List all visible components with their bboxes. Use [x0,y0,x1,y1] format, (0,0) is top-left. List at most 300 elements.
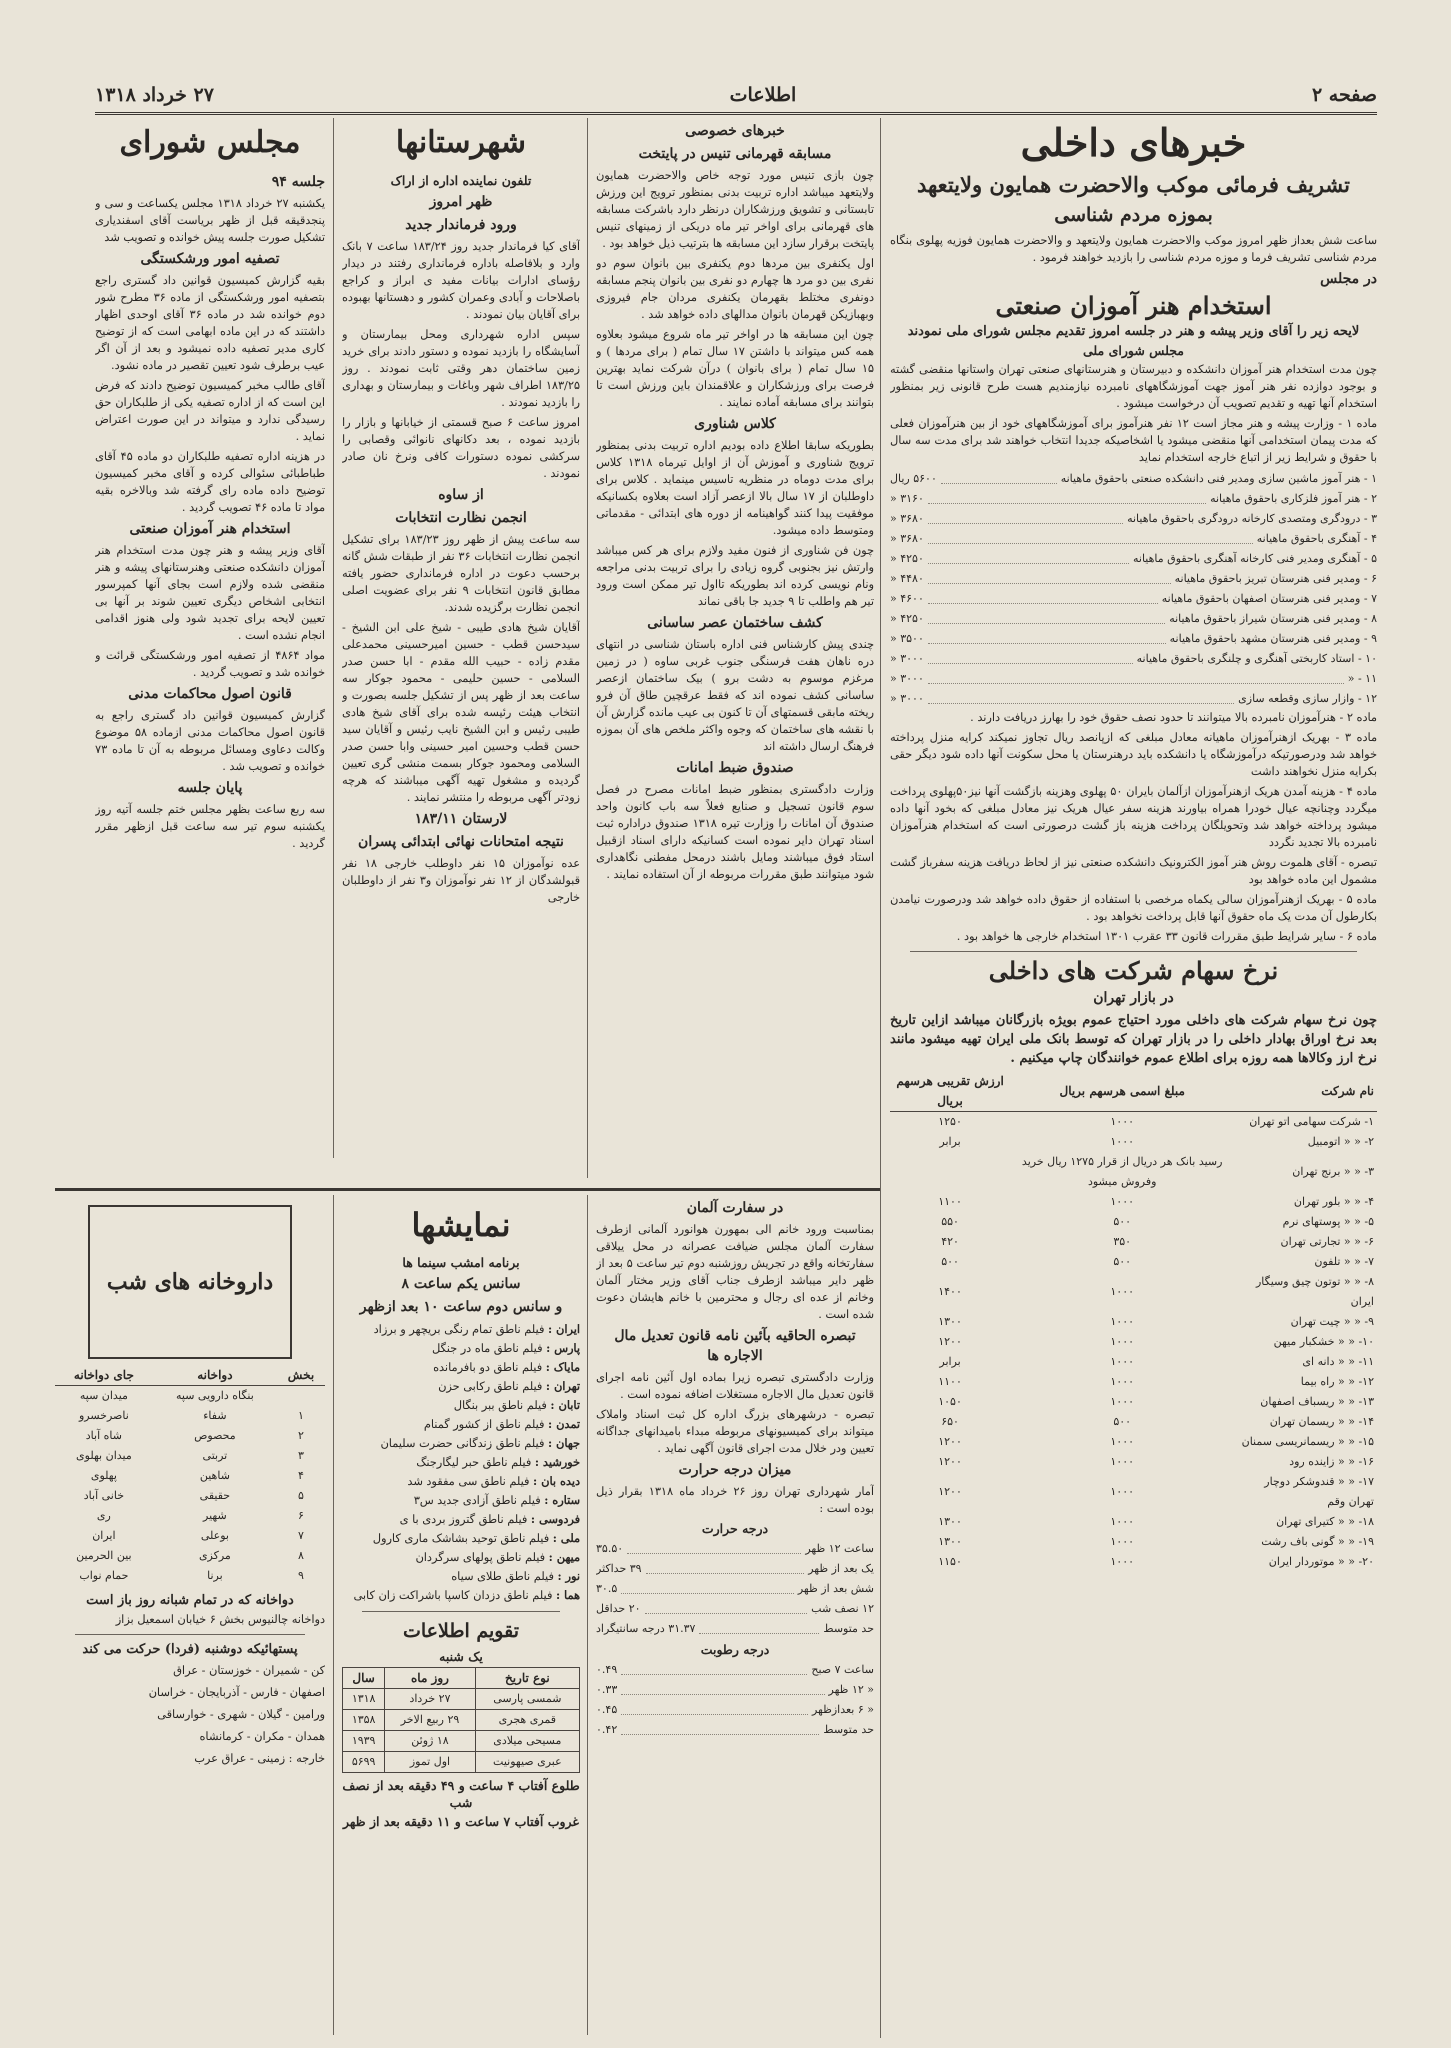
table-row [55,1426,325,1446]
note: تبصره - آقای هلموت روش هنر آموز الکترونیک دانشکده صنعتی نیز از لحاظ دریافت هزینه سفرباز گشت مشمول این ماده خواهد بود [890,856,1377,886]
salary-row [890,689,1377,709]
election-text-1: سه ساعت پیش از ظهر روز ۱۸۳/۲۳ برای تشکیل انجمن نظارت انتخابات ۳۶ نفر از طبقات شش گانه برحسب دعوت در اداره فرمانداری حضور یافته مطابق قانون انتخابات ۹ نفر برای عضویت اصلی انجمن نظارت برگزیده شدند. [342,533,580,614]
temperature-intro: آمار شهرداری تهران روز ۲۶ خرداد ماه ۱۳۱۸ بقرار ذیل بوده است : [596,1485,874,1515]
salary-list [890,469,1377,709]
table-row [890,1372,1377,1392]
pharmacy-location: پهلوی [90,1469,117,1482]
table-row [343,1752,580,1773]
pharmacy-table [55,1365,325,1586]
provinces-heading: شهرستانها [395,125,527,160]
pharmacy-name: تربتی [202,1449,228,1462]
temperature-row-value: ۳۵.۵۰ [596,1542,624,1555]
temperature-row-label: یک بعد از ظهر [808,1562,874,1575]
column-rule [333,1195,334,2035]
cinema-name: نور : [557,1569,580,1583]
film-title: فیلم ناطق دو بافرمانده [433,1361,546,1374]
civil-procedure-heading: قانون اصول محاکمات مدنی [128,686,292,702]
cinema-name: ایران : [547,1322,580,1336]
stock-name: ۱۷- « « قندوشکر دوچار تهران وقم [1264,1475,1374,1508]
tennis-text-3: چون این مسابقه ها در اواخر تیر ماه شروع میشود بعلاوه همه کس میتواند با داشتن ۱۷ سال تمام ( برای مردها ) و ۱۵ سال تمام ( برای بانوان ) درآن شرکت نماید بهترین فرصت برای ورزشکاران و علاقمندان باین ورزش است تا بتوانند برای مسابقه آماده نمایند . [596,328,874,409]
list-item [342,1320,580,1339]
stocks-intro: چون نرخ سهام شرکت های داخلی مورد احتیاج عموم بویژه بازرگانان میباشد ازاین تاریخ بعد نرخ اوراق بهادار داخلی را در بازار تهران که توسط بانک ملی ایران تهیه میشود مانند نرخ ارز وکالاها همه روزه برای اطلاع عموم خوانندگان چاپ میکنیم . [890,1013,1377,1066]
cinema-name: ستاره : [544,1493,580,1507]
salary-value: ۳۰۰۰ « [890,672,924,685]
table-row [890,1272,1377,1312]
dot-leader [928,489,1206,504]
table-row [890,1412,1377,1432]
pharmacy-district: ۴ [298,1469,304,1482]
table-row [890,1352,1377,1372]
pharmacy-location: ری [96,1509,111,1522]
table-row [890,1112,1377,1133]
dot-leader [928,629,1166,644]
film-title: فیلم ناطق سی مفقود شد [407,1475,534,1488]
stock-price: برابر [939,1355,961,1368]
column-rule [333,118,334,1158]
humidity-row-label: حد متوسط [823,1723,874,1736]
list-item [342,1377,580,1396]
salary-row [890,549,1377,569]
humidity-row-label: « ۶ بعدازظهر [811,1703,874,1716]
dot-leader [645,1599,808,1614]
sunrise: طلوع آفتاب ۴ ساعت و ۴۹ دقیقه بعد از نصف شب [342,1778,580,1810]
temperature-row-value: ۲۰ حداقل [596,1602,641,1615]
salary-item: ۸ - ومدیر فنی هنرستان شیراز باحقوق ماهیانه [1169,612,1377,625]
issue-date: ۲۷ خرداد ۱۳۱۸ [95,84,214,106]
pharmacy-name: برنا [207,1569,223,1582]
table-row [55,1466,325,1486]
salary-row [890,629,1377,649]
pharmacy-district: ۹ [298,1569,304,1582]
stock-nominal: ۱۰۰۰ [1110,1195,1135,1208]
temperature-row-value: ۳۱.۳۷ درجه سانتیگراد [596,1622,696,1635]
stock-name: ۴- « « بلور تهران [1293,1195,1374,1208]
stock-name: ۱- شرکت سهامی اتو تهران [1249,1115,1374,1128]
table-row [343,1710,580,1731]
calendar-heading: تقویم اطلاعات [402,1620,519,1642]
stocks-table [890,1071,1377,1572]
stock-price: ۱۲۰۰ [938,1455,962,1468]
visit-text: ساعت شش بعداز ظهر امروز موکب والاحضرت همایون ولایتعهد و والاحضرت همایون فوزیه پهلوی بنگاه مردم شناسی تشریف فرما و موزه مردم شناسی را بازدید خواهند فرمود . [890,234,1377,264]
humidity-row [596,1700,874,1720]
stock-nominal: ۱۰۰۰ [1110,1315,1135,1328]
salary-row [890,669,1377,689]
domestic-news-column [890,118,1377,2043]
salary-value: ۳۶۸۰ « [890,532,924,545]
pharmacy-location: بین الحرمین [76,1549,132,1562]
stock-price: ۱۳۰۰ [938,1315,962,1328]
private-news-column [596,118,874,1183]
column-rule [587,118,588,1178]
stock-nominal: ۱۰۰۰ [1110,1135,1135,1148]
humidity-row-value: ۰.۴۵ [596,1703,618,1716]
dot-leader [646,1559,805,1574]
calendar-year: ۱۳۱۸ [343,1689,385,1710]
dot-leader [928,649,1133,664]
film-title: فیلم ناطق طلای سیاه [451,1570,558,1583]
calendar-day-month: اول تموز [385,1752,475,1773]
pharmacy-location: شاه آباد [85,1429,122,1442]
salary-item: ۵ - آهنگری ومدیر فنی کارخانه آهنگری باحقوق ماهیانه [1132,552,1377,565]
larestan-heading: لارستان ۱۸۳/۱۱ [414,811,508,827]
stock-nominal: ۱۰۰۰ [1110,1375,1135,1388]
article-3: ماده ۳ - بهریک ازهنرآموزان ماهیانه معادل مبلغی که ازپانصد ریال تجاوز نمیکند کرایه منزل پرداخته خواهد شد ودرصورتیکه درآموزشگاه یا دانشکده باید درهنرستان یا محل سکونت آنها داده شود دیگر حقی بکرایه منزل نخواهند داشت [890,731,1377,778]
pharmacy-district [277,1386,325,1407]
tennis-heading: مسابقه قهرمانی تنیس در پایتخت [638,146,832,162]
cinema-name: فردوسی : [530,1512,580,1526]
table-row [890,1192,1377,1212]
table-row [890,1152,1377,1192]
table-row [890,1212,1377,1232]
film-title: فیلم ناطق رکابی حزن [438,1380,546,1393]
governor-text-2: سپس اداره شهرداری ومحل بیمارستان و آسایشگاه را بازدید نموده و دستور دادند برای خرید زمین ساختمان دهر وقتی ثابت نمودند . روز ۱۸۳/۲۵ اطراف شهر وباغات و بیمارستان و بهداری را بازدید نمودند . [342,328,580,409]
salary-item: ۱ - هنر آموز ماشین سازی ومدیر فنی دانشکده صنعتی باحقوق ماهیانه [1060,472,1377,485]
pharmacy-district: ۱ [298,1409,304,1422]
salary-value: ۳۰۰۰ « [890,652,924,665]
dot-leader [621,1720,819,1735]
humidity-row [596,1660,874,1680]
list-item [342,1434,580,1453]
list-item [342,1529,580,1548]
session-text: یکشنبه ۲۷ خرداد ۱۳۱۸ مجلس یکساعت و سی و پنجدقیقه قبل از ظهر بریاست آقای اسفندیاری تشکیل صورت جلسه پیش خوانده و تصویب شد [95,197,325,244]
stock-price: ۱۳۰۰ [938,1535,962,1548]
pharmacy-logo-text: داروخانه های شب [106,1268,274,1295]
pharmacy-logo [88,1205,292,1359]
film-title: فیلم ناطق زندگانی حضرت سلیمان [380,1437,548,1450]
stock-nominal: ۱۰۰۰ [1110,1285,1135,1298]
embassy-heading: در سفارت آلمان [686,1200,784,1216]
session-number: جلسه ۹۴ [271,174,325,190]
industrial-hiring-heading: استخدام هنر آموزان صنعتی [129,521,291,537]
pharmacy-name: شهیر [203,1509,227,1522]
table-row [55,1406,325,1426]
salary-row [890,609,1377,629]
cinema-name: هما : [555,1588,580,1602]
list-item [342,1339,580,1358]
stock-nominal: ۱۰۰۰ [1110,1355,1135,1368]
calendar-year: ۱۳۵۸ [343,1710,385,1731]
shows-sub-1: برنامه امشب سینما ها [402,1255,520,1270]
temperature-row [596,1559,874,1579]
bankruptcy-heading: تصفیه امور ورشکستگی [140,251,280,267]
pharmacy-name: شاهین [199,1469,230,1482]
articles-approved: مواد ۴۸۶۴ از تصفیه امور ورشکستگی قرائت و خوانده شد و تصویب گردید . [95,649,325,679]
calendar-day-month: ۱۸ ژوئن [385,1731,475,1752]
tennis-text-2: اول یکنفری بین مردها دوم یکنفری بین بانوان سوم دو نفری بین دو مرد ها چهارم دو نفری بین بانوان پنجم مسابقه دونفری مختلط بقهرمان یکنفری مردان جام فیروزی وبهبازیکن قهرمان بانوان مدالهای داده خواهد شد . [596,257,874,321]
dot-leader [621,1700,808,1715]
stock-nominal: ۱۰۰۰ [1110,1395,1135,1408]
temperature-row-label: ساعت ۱۲ ظهر [805,1542,874,1555]
stock-price: ۶۵۰ [941,1415,959,1428]
divider [362,1611,560,1612]
pharmacy-column [55,1205,325,2035]
deposits-heading: صندوق ضبط امانات [676,760,794,776]
film-title: فیلم ناطق حبر لیگارجنگ [416,1456,535,1469]
salary-item: ۶ - ومدیر فنی هنرستان تبریز باحقوق ماهیانه [1174,572,1377,585]
table-row [343,1731,580,1752]
pharmacy-district: ۷ [298,1529,304,1542]
pharmacy-district: ۵ [298,1489,304,1502]
table-row [55,1546,325,1566]
film-title: فیلم ناطق دزدان کاسپا باشراکت زان کابی [353,1589,556,1602]
pharmacy-district: ۳ [298,1449,304,1462]
pharmacy-location: ایران [92,1529,116,1542]
cinema-name: ملی : [552,1531,580,1545]
table-row [890,1312,1377,1332]
calendar-type: شمسی پارسی [475,1689,579,1710]
temperature-row-label: شش بعد از ظهر [797,1582,874,1595]
film-title: فیلم ناطق ماه در جنگل [431,1342,547,1355]
list-item: کن - شمیران - خوزستان - عراق [173,1664,325,1677]
stock-name: ۱۸- « « کتیرای تهران [1276,1515,1374,1528]
film-title: فیلم ناطق گتروز بردی با ی [399,1513,531,1526]
deposits-text: وزارت دادگستری بمنظور ضبط امانات مصرح در فصل سوم قانون تسجیل و صنایع فعلاً سه باب کانون واحد صندوق آن امانات را وزارت تیره ۱۳۱۸ صندوق دراداره ثبت اسناد تهران دایر نموده است کسانیکه دارای اسناد ازقبیل استاد فوق میباشند ومایل باشند درمحل مفطنی نگاهداری شود میتوانند طبق مقررات مربوطه از آن استفاده نمایند . [596,783,874,881]
pharmacy-column-header: جای دواخانه [55,1365,153,1386]
article-1: ماده ۱ - وزارت پیشه و هنر مجاز است ۱۲ نفر هنرآموز برای آموزشگاههای خود از بین هنرآموزان فعلی که مدت پیمان استخدامی آنها منقضی میشود یا اشخاصیکه جدیدا انتخاب خواهند شد برای مدت سه سال با حقوق و شرایط زیر از اتباع خارجه استخدام نماید [890,417,1377,464]
governor-text-1: آقای کیا فرماندار جدید روز ۱۸۳/۲۴ ساعت ۷ بانک وارد و بلافاصله باداره فرمانداری رفتند در دیدار رؤسای ادارات بیانات مفید ی ابراز و کراجع باصلاحات و آبادی وعمران کشور و دهستانها بهبوده برای آقایان بیان نمودند . [342,240,580,321]
sassanid-heading: کشف ساختمان عصر ساسانی [647,615,823,631]
saveh-heading: از ساوه [438,487,484,503]
humidity-row-value: ۰.۴۲ [596,1723,618,1736]
list-item: ورامین - گیلان - شهری - خوارساقی [157,1708,325,1721]
temperature-row [596,1619,874,1639]
cinema-name: تهران : [545,1379,580,1393]
salary-row [890,509,1377,529]
article-5: ماده ۵ - بهریک ازهنرآموزان سالی یکماه مرخصی با استفاده از حقوق داده خواهد شد ودرصورت نیامدن بکارطول آن مدت یک ماه حقوق آنها قابل پرداخت نخواهد بود . [890,893,1377,923]
election-heading: انجمن نظارت انتخابات [395,510,527,526]
governor-heading-2: ورود فرماندار جدید [405,217,517,233]
stock-nominal: ۵۰۰ [1113,1215,1132,1228]
post-list [55,1660,325,1770]
list-item: اصفهان - فارس - آذربایجان - خراسان [148,1686,325,1699]
pharmacy-location: خانی آباد [83,1489,125,1502]
pharmacy-name: حقیقی [199,1489,231,1502]
allday-heading: دواخانه که در تمام شبانه روز باز است [86,1593,294,1608]
table-row [890,1472,1377,1512]
dot-leader [928,669,1344,684]
pharmacy-district: ۶ [298,1509,304,1522]
humidity-row-label: ساعت ۷ صبح [811,1663,874,1676]
private-news-column-lower [596,1195,874,2035]
stock-name: ۱۹- « « گونی باف رشت [1261,1535,1374,1548]
salary-row [890,469,1377,489]
pharmacy-name: شفاء [203,1409,227,1422]
table-row [890,1252,1377,1272]
paper-name: اطلاعات [729,84,797,106]
dot-leader [621,1579,794,1594]
divider [75,1634,305,1635]
temperature-row-label: ۱۲ نصف شب [811,1602,874,1615]
dot-leader [699,1619,819,1634]
salary-item: ۱۲ - وازار سازی وقطعه سازی [1238,692,1377,705]
shows-sub-3: و سانس دوم ساعت ۱۰ بعد ازظهر [359,1299,563,1315]
cinema-name: میهن : [548,1550,580,1564]
stock-name: ۳- « « برنج تهران [1292,1165,1374,1178]
humidity-row-value: ۰.۴۹ [596,1663,618,1676]
salary-item: ۱۱ - « [1347,672,1377,685]
stock-price: ۱۰۵۰ [938,1395,962,1408]
table-row [890,1232,1377,1252]
dot-leader [928,589,1158,604]
stock-nominal: ۱۰۰۰ [1110,1115,1135,1128]
calendar-type: قمری هجری [475,1710,579,1731]
private-news-heading: خبرهای خصوصی [685,123,785,139]
stock-name: ۷- « « تلفون [1314,1255,1374,1268]
stock-nominal: ۵۰۰ [1113,1415,1132,1428]
salary-row [890,589,1377,609]
exam-heading: نتیجه امتحانات نهائی ابتدائی پسران [358,834,564,850]
stocks-col-nominal: مبلغ اسمی هرسهم بریال [1010,1071,1234,1112]
table-row [890,1512,1377,1532]
humidity-row-label: « ۱۲ ظهر [828,1683,874,1696]
stock-nominal: رسید بانک هر دریال از قرار ۱۲۷۵ ریال خرید وفروش میشود [1021,1155,1223,1188]
stock-name: ۱۶- « « زاینده رود [1289,1455,1374,1468]
headline-visit: تشریف فرمائی موکب والاحضرت همایون ولایتعهد [916,172,1350,197]
temperature-row [596,1579,874,1599]
swimming-heading: کلاس شناوری [694,416,776,432]
provinces-column [342,118,580,1168]
governor-heading: ظهر امروز [429,194,493,210]
cinema-name: تمدن : [547,1417,580,1431]
pharmacy-column-header: بخش [277,1365,325,1386]
temperature-row [596,1599,874,1619]
stock-name: ۹- « « چیت تهران [1290,1315,1374,1328]
cinema-list [342,1320,580,1605]
stock-price: ۱۲۰۰ [938,1335,962,1348]
majlis-title: مجلس شورای ملی [1082,343,1185,358]
stock-name: ۱۳- « « ریسباف اصفهان [1260,1395,1374,1408]
embassy-text: بمناسبت ورود خانم الی بمهورن هوانورد آلمانی ازطرف سفارت آلمان مجلس ضیافت عصرانه در محل ییلاقی سفارتخانه واقع در تجریش روزشنبه دوم تیر ساعت ۵ بعد از ظهر دایر میباشد ازطرف جناب آقای وزیر مختار آلمان وخانم از عده ای رجال و محترمین با خانم هایشان دعوت شده است . [596,1223,874,1321]
cinema-name: تابان : [550,1398,580,1412]
sunset: غروب آفتاب ۷ ساعت و ۱۱ دقیقه بعد از ظهر [343,1814,579,1829]
swimming-text-1: بطوریکه سابقا اطلاع داده بودیم اداره تربیت بدنی بمنظور ترویج شناوری و آموزش آن از اوایل تیرماه ۱۳۱۸ کلاس برای مدت دوماه در منظریه تاسیس مینماید . کلاس برای داوطلبان از ۱۷ سال بالا ازعصر آزاد است بعلاوه بکسانیکه موفقیت پیدا کنند گواهینامه از دوره های ابتدائی - مقدماتی ومتوسط داده میشود. [596,439,874,537]
table-row [890,1552,1377,1572]
film-title: فیلم ناطق از کشور گمنام [423,1418,548,1431]
film-title: فیلم ناطق آزادی جدید س۳ [413,1494,545,1507]
list-item [342,1510,580,1529]
table-row [55,1566,325,1586]
pharmacy-location: میدان بهلوی [76,1449,132,1462]
stock-nominal: ۵۰۰ [1113,1255,1132,1268]
humidity-list [596,1660,874,1740]
film-title: فیلم ناطق ببر بنگال [453,1399,551,1412]
list-item [342,1358,580,1377]
cinema-name: جهان : [547,1436,580,1450]
pharmacy-location: حمام نواب [79,1569,129,1582]
majlis-label: در مجلس [1320,271,1377,287]
salary-value: ۴۲۵۰ « [890,612,924,625]
tennis-text-1: چون بازی تنیس مورد توجه خاص والاحضرت همایون ولایتعهد میباشد اداره تربیت بدنی بمنظور ترویج این ورزش تابستانی و تشویق ورزشکاران درنظر دارد باشرکت مسابقه های قهرمانی برای اواخر تیر ماه دریکی از زمینهای تنیس پایتخت برقرار سازد این مسابقه ها بترتیب ذیل خواهد بود . [596,169,874,250]
stock-nominal: ۱۰۰۰ [1110,1435,1135,1448]
salary-value: ۵۶۰۰ ریال [890,472,937,485]
stock-price: ۱۱۰۰ [938,1195,962,1208]
parliament-heading: مجلس شورای [119,125,301,160]
stock-price: ۱۳۰۰ [938,1515,962,1528]
humidity-title: درجه رطوبت [700,1642,770,1657]
humidity-row-value: ۰.۳۳ [596,1683,618,1696]
governor-text-3: امروز ساعت ۶ صبح قسمتی از خیابانها و بازار را بازدید نموده ، بعد دکانهای نانوائی وقصابی را سرکشی نموده دستورات کافی ونرخ نان صادر نمودند . [342,416,580,480]
election-text-2: آقایان شیخ هادی طیبی - شیخ علی ابن الشیخ - سیدحسن قطب - حسین امیرحسینی محمدعلی مقدم زاده - حبیب الله مقدم - ابا حسن صدر السلامی - حسین حلیمی - محمود جوکار سه ساعت بعد از ظهر پس از تشکیل جلسه بصورت و انتخاب هیئت رئیسه شده برای آقای شیخ هادی طیبی رئیس و ابن الشیخ نایب رئیس و آقایان سید حسن قطب وحسین امیر حسینی وابا حسن صدر السلامی ومحمود جوکار بسمت منشی گری تعیین گردیده و مشغول تهیه آگهی میباشند که هرچه زودتر آگهی مربوطه را منتشر نمایند . [342,621,580,804]
pharmacy-column-header: دواخانه [153,1365,277,1386]
cinema-name: پارس : [546,1341,580,1355]
parliament-column [95,118,325,1168]
hiring-intro: چون مدت استخدام هنر آموزان دانشکده و دبیرستان و هنرستانهای صنعتی تهران واستانها منقضی گشته و بوجود دوازده نفر هنر آموز جهت آموزشگاههای نامبرده نیازمندیم هست طرح قانونی زیر بمنظور استخدام آنها تهیه و تقدیم تصویب آن درخواست میشود . [890,363,1377,410]
stock-name: ۱۱- « « دانه ای [1302,1355,1374,1368]
headline-hiring: استخدام هنر آموزان صنعتی [995,291,1272,320]
salary-row [890,529,1377,549]
list-item [342,1453,580,1472]
session-end-text: سه ربع ساعت بظهر مجلس ختم جلسه آتیه روز یکشنبه سوم تیر سه ساعت قبل ازظهر مقرر گردید . [95,803,325,850]
stock-name: ۱۲- « « راه بیما [1300,1375,1374,1388]
temperature-row [596,1539,874,1559]
allday-text: دواخانه چالنیوس بخش ۶ خیابان اسمعیل بزاز [115,1613,325,1626]
salary-value: ۴۲۵۰ « [890,552,924,565]
pharmacy-district: ۲ [298,1429,304,1442]
calendar-year: ۵۶۹۹ [343,1752,385,1773]
dot-leader [928,609,1165,624]
column-rule [587,1195,588,2035]
stock-nominal: ۱۰۰۰ [1110,1335,1135,1348]
stock-name: ۱۴- « « ریسمان تهران [1269,1415,1374,1428]
bankruptcy-text-2: آقای طالب مخبر کمیسیون توضیح دادند که فرض این است که از اداره تصفیه یکی از طلبکاران حق رسیدگی ندارد و میتواند در این صورت اعتراض نماید . [95,379,325,443]
stock-price [890,1152,1010,1192]
calendar-day-month: ۲۷ خرداد [385,1689,475,1710]
pharmacy-name: مرکزی [198,1549,231,1562]
dot-leader [941,469,1057,484]
pharmacy-location: میدان سپه [79,1389,128,1402]
temperature-heading: میزان درجه حرارت [678,1462,792,1478]
humidity-row [596,1680,874,1700]
list-item [342,1396,580,1415]
table-row [890,1452,1377,1472]
salary-item: ۲ - هنر آموز فلزکاری باحقوق ماهیانه [1210,492,1377,505]
swimming-text-2: چون فن شناوری از فنون مفید ولازم برای هر کس میباشد وارتش نیز بجنوبی گروه زیادی را برای تربیت بدنی مراجعه ونام نویسی کرده اند بطوریکه تااول تیر ممکن است ورود تیر هم واطلب تا ۹ جدید جا باقی نماند [596,544,874,608]
bankruptcy-text-1: بقیه گزارش کمیسیون قوانین داد گستری راجع بتصفیه امور ورشکستگی از ماده ۳۶ مطرح شور دوم خوانده شد در ماده ۳۶ آقای اوحدی اظهار داشتند که در این ماده ابهامی است که از توضیح کاری مدیر تصفیه داده نمیشود و بعد از آن اگر عیب برطرف شود تعیین تقصیر در ماده نشود. [95,274,325,372]
list-item [342,1415,580,1434]
cinema-name: مایاک : [545,1360,580,1374]
dot-leader [621,1680,824,1695]
shows-heading: نمایشها [411,1206,511,1244]
shows-sub-2: سانس یکم ساعت ۸ [401,1276,521,1292]
masthead [95,78,1377,115]
rent-law-text-2: تبصره - درشهرهای بزرگ اداره کل ثبت اسناد واملاک میتواند برای کمیسیونهای مربوطه مبداء بامیدانهای جداگانه تعیین ودر خلال مدت اجرای قانون آگهی نماید . [596,1408,874,1455]
sassanid-text: چندی پیش کارشناس فنی اداره باستان شناسی در انتهای دره ناهان هفت فرسنگی جنوب غربی ساوه ( در زمین مرغزم موسوم به دشت برو ) بیک ساختمان ازعصر ساسانی کشف نموده اند که فقط عرقچین طاق آن فرو ریخته مابقی قسمتهای آن تا کنون بی عیب مانده گزارش آن با نقشه های ساختمان که وجوه واکثر ملخص های آن بموزه فرهنگ ارسال داشته اند [596,638,874,753]
stock-name: ۸- « « توتون چیق وسیگار ایران [1255,1275,1374,1308]
table-row [890,1392,1377,1412]
calendar-day-month: ۲۹ ربیع الاخر [385,1710,475,1731]
calendar-column-header: روز ماه [385,1668,475,1689]
table-row [55,1386,325,1407]
stock-name: ۲- « « اتومبیل [1307,1135,1374,1148]
article-4: ماده ۴ - هزینه آمدن هریک ازهنرآموزان ازآلمان بایران ۵۰ پهلوی وهزینه بازگشت آنها نیز۵۰پهلوی پرداخت میگردد وچنانچه عیال خودرا همراه بیاورند هزینه سفر عیال هریک نیز معادل مبلغی که بخود آنها داده میشود پرداخته خواهد شد وتحویلگان پرداخت هزینه باز گشت درصورتی است که استخدام هنرآموزان نامبرده بالا تجدید نگردد [890,785,1377,849]
stocks-col-price: ارزش تقریبی هرسهم بریال [890,1071,1010,1112]
calendar-type: مسیحی میلادی [475,1731,579,1752]
stock-price: ۱۱۰۰ [938,1375,962,1388]
page-number: صفحه ۲ [1311,84,1377,106]
dot-leader [928,689,1234,704]
table-row [890,1332,1377,1352]
stocks-col-name: نام شرکت [1234,1071,1377,1112]
industrial-hiring-text: آقای وزیر پیشه و هنر چون مدت استخدام هنر آموزان دانشکده صنعتی وهنرستانهای پیشه و هنر منقضی شده ولازم است بجای آنها کمپرسور انتخابی اشخاص دیگری تعیین شوند بر آنها بی تعیین لایحه برای تجدید شود ولی هنوز اقدامی انجام نشده است . [95,544,325,642]
section-rule [55,1188,880,1191]
stock-name: ۵- « « پوستهای نرم [1282,1215,1374,1228]
table-row [890,1432,1377,1452]
salary-value: ۴۶۰۰ « [890,592,924,605]
stock-price: ۱۲۵۰ [938,1115,962,1128]
post-heading: پستهائیکه دوشنبه (فردا) حرکت می کند [82,1642,298,1657]
article-6: ماده ۶ - سایر شرایط طبق مقررات قانون ۳۳ عقرب ۱۳۰۱ استخدام خارجی ها خواهد بود . [956,930,1377,943]
calendar-column-header: نوع تاریخ [475,1668,579,1689]
